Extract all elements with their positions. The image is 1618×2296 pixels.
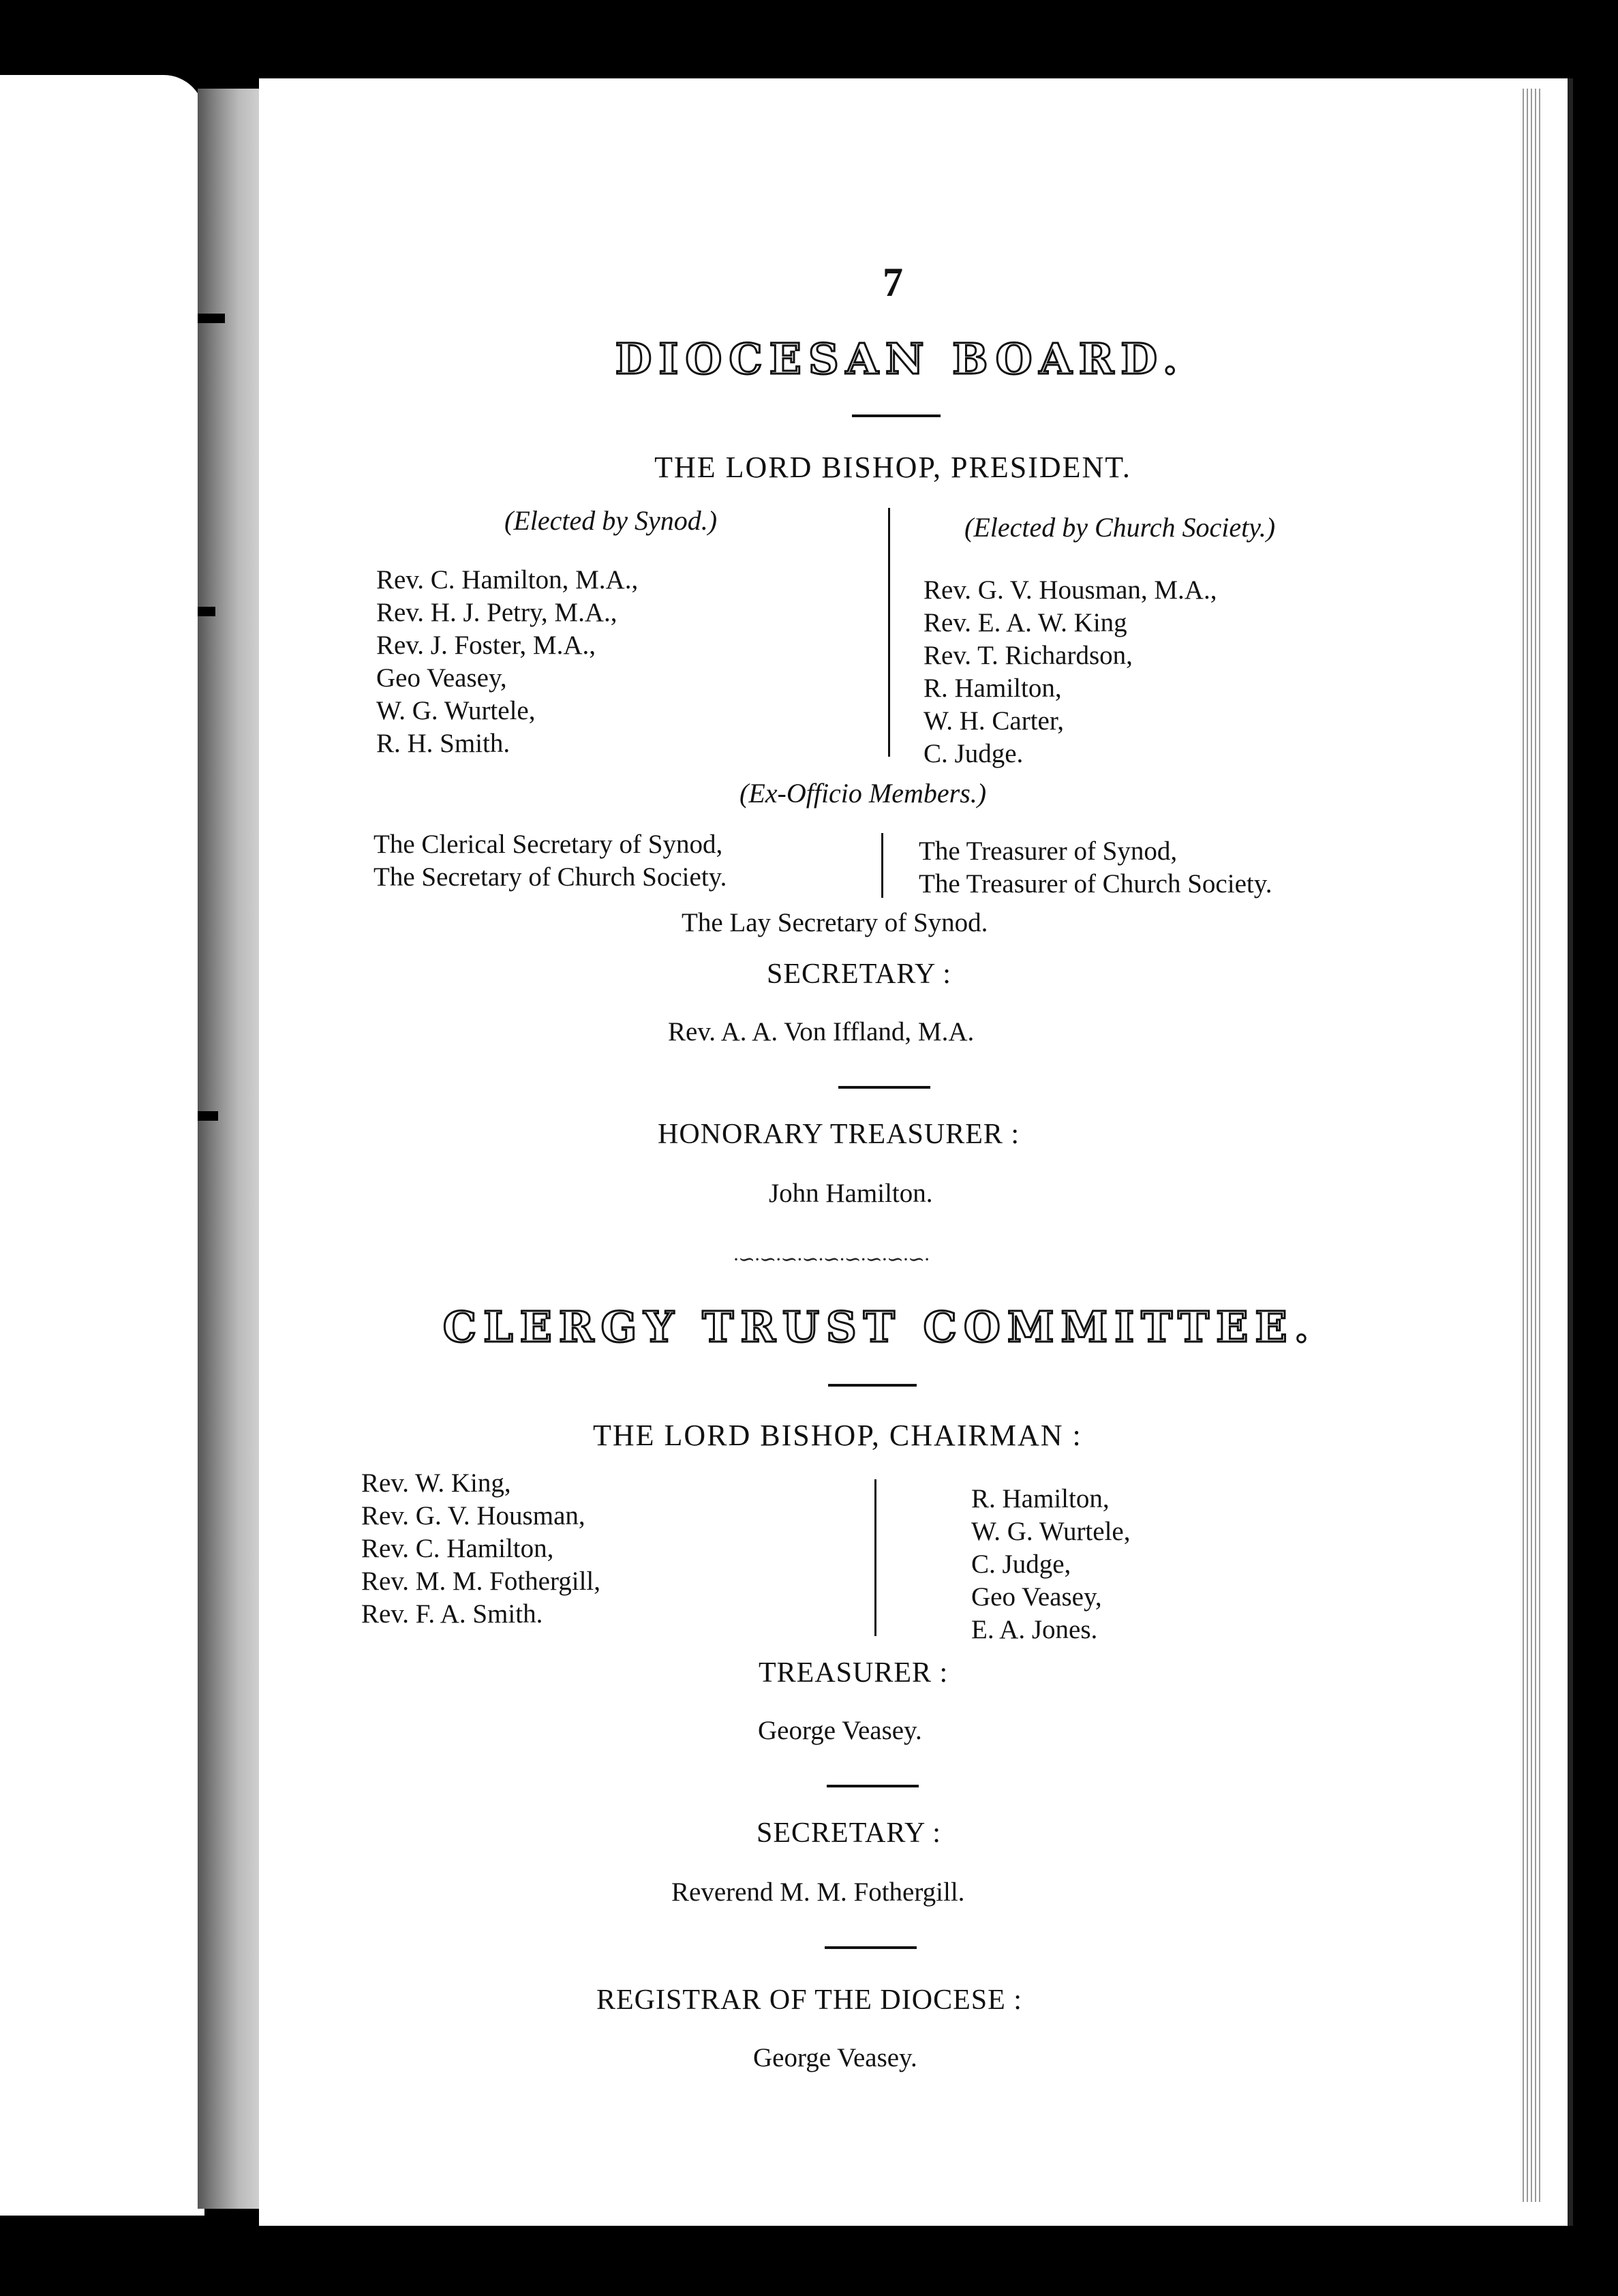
trust-treasurer-name: George Veasey. (758, 1716, 922, 1745)
list-item: Rev. W. King, (361, 1468, 511, 1498)
list-item: The Secretary of Church Society. (373, 862, 727, 892)
society-column-heading: (Elected by Church Society.) (964, 512, 1276, 543)
binding-mark (198, 1111, 218, 1121)
column-divider (874, 1479, 876, 1636)
list-item: Rev. C. Hamilton, (361, 1534, 554, 1563)
list-item: W. G. Wurtele, (971, 1517, 1131, 1546)
list-item: W. H. Carter, (924, 706, 1065, 736)
list-item: E. A. Jones. (971, 1615, 1098, 1644)
list-item: R. Hamilton, (971, 1484, 1110, 1513)
column-divider (888, 508, 890, 757)
list-item: Rev. T. Richardson, (924, 641, 1133, 670)
list-item: C. Judge. (924, 739, 1024, 768)
trust-secretary-label: SECRETARY : (757, 1817, 941, 1849)
trust-treasurer-label: TREASURER : (759, 1657, 949, 1689)
list-item: The Treasurer of Synod, (919, 836, 1178, 866)
synod-members-list (376, 564, 638, 760)
section-rule (828, 1384, 917, 1387)
treasurer-label: HONORARY TREASURER : (658, 1119, 1020, 1150)
section-rule (838, 1086, 930, 1089)
list-item: The Treasurer of Church Society. (919, 869, 1272, 898)
trust-chairman: THE LORD BISHOP, CHAIRMAN : (593, 1419, 1082, 1452)
registrar-name: George Veasey. (753, 2043, 917, 2072)
list-item: Rev. F. A. Smith. (361, 1599, 543, 1629)
list-item: R. H. Smith. (376, 729, 510, 758)
list-item: Rev. G. V. Housman, (361, 1501, 585, 1530)
ex-officio-heading: (Ex-Officio Members.) (739, 778, 987, 809)
list-item: Rev. H. J. Petry, M.A., (376, 598, 617, 627)
secretary-name: Rev. A. A. Von Iffland, M.A. (668, 1017, 975, 1046)
binding-mark (198, 607, 215, 616)
ornament-divider: ·∽·∽·∽·∽·∽·∽·∽·∽·∽· (733, 1248, 930, 1271)
section-rule (825, 1946, 917, 1949)
diocesan-board-title: DIOCESAN BOARD. (615, 334, 1185, 384)
list-item: Geo Veasey, (971, 1582, 1102, 1612)
ex-officio-left-list (373, 828, 727, 894)
society-members-list (924, 574, 1217, 770)
board-president: THE LORD BISHOP, PRESIDENT. (654, 451, 1131, 484)
clergy-trust-title: CLERGY TRUST COMMITTEE. (442, 1302, 1316, 1352)
page-stack-edge (1520, 89, 1540, 2202)
list-item: Rev. E. A. W. King (924, 608, 1127, 637)
list-item: Geo Veasey, (376, 663, 507, 693)
ex-officio-center: The Lay Secretary of Synod. (682, 908, 988, 937)
column-divider (881, 833, 883, 898)
registrar-label: REGISTRAR OF THE DIOCESE : (596, 1984, 1022, 2016)
list-item: C. Judge, (971, 1550, 1071, 1579)
treasurer-name: John Hamilton. (769, 1179, 933, 1208)
list-item: Rev. G. V. Housman, M.A., (924, 575, 1217, 605)
list-item: Rev. C. Hamilton, M.A., (376, 565, 639, 594)
synod-column-heading: (Elected by Synod.) (504, 505, 718, 536)
secretary-label: SECRETARY : (767, 958, 951, 990)
list-item: W. G. Wurtele, (376, 696, 536, 725)
list-item: Rev. J. Foster, M.A., (376, 631, 596, 660)
page-number: 7 (883, 260, 903, 305)
section-rule (852, 414, 941, 417)
trust-secretary-name: Reverend M. M. Fothergill. (671, 1877, 965, 1907)
list-item: R. Hamilton, (924, 674, 1062, 703)
binding-mark (198, 314, 225, 323)
trust-left-members (361, 1467, 600, 1631)
section-rule (827, 1785, 919, 1787)
ex-officio-right-list (919, 835, 1272, 901)
trust-right-members (971, 1483, 1130, 1646)
list-item: Rev. M. M. Fothergill, (361, 1567, 601, 1596)
left-page-edge (0, 75, 204, 2216)
list-item: The Clerical Secretary of Synod, (373, 830, 723, 859)
